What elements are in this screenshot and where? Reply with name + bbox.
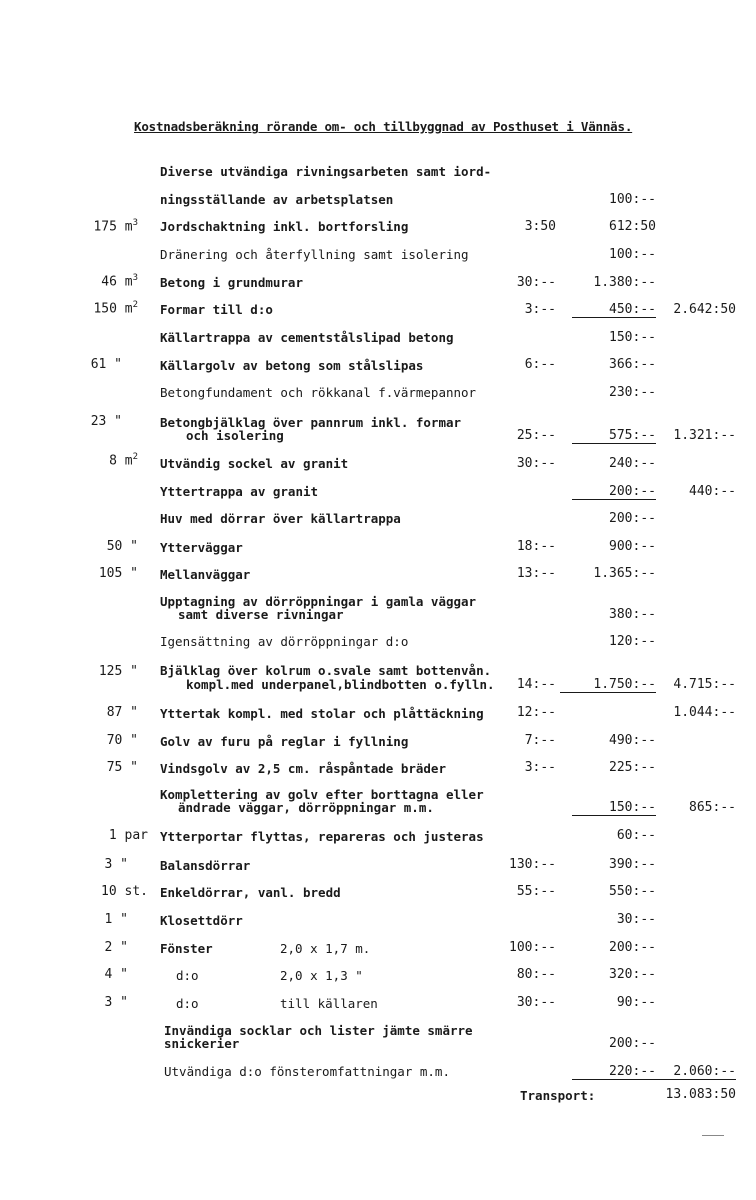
row-description: Yttertrappa av granit [160, 484, 319, 499]
sum-underline [572, 443, 656, 444]
row-quantity: 70 " [106, 733, 138, 748]
row-dimension: 2,0 x 1,7 m. [280, 941, 371, 956]
row-quantity: 175 $m^3$ [93, 218, 138, 235]
row-unit-price: 80:-- [516, 967, 556, 982]
row-quantity: 75 " [106, 760, 138, 775]
row-amount: 200:-- [609, 511, 656, 526]
sum-underline [560, 692, 656, 693]
row-amount: 380:-- [609, 607, 656, 622]
row-description: Källartrappa av cementstålslipad betong [160, 330, 454, 345]
row-description: d:o [176, 996, 199, 1011]
row-amount: 60:-- [616, 828, 656, 843]
row-description: Yttertak kompl. med stolar och plåttäckning [160, 706, 484, 721]
transport-value: 13.083:50 [665, 1087, 736, 1102]
row-description: d:o [176, 968, 199, 983]
row-amount: 200:-- [609, 1036, 656, 1051]
row-description: Diverse utvändiga rivningsarbeten samt iord- [160, 164, 492, 179]
row-description: Komplettering av golv efter borttagna eller [160, 787, 484, 802]
row-quantity: 87 " [106, 705, 138, 720]
row-unit-price: 130:-- [509, 857, 556, 872]
row-description: Fönster [160, 941, 213, 956]
row-description: Betongbjälklag över pannrum inkl. formar [160, 415, 462, 430]
row-amount: 120:-- [609, 634, 656, 649]
row-amount: 366:-- [609, 357, 656, 372]
row-description: Enkeldörrar, vanl. bredd [160, 885, 341, 900]
row-description: Upptagning av dörröppningar i gamla väggar [160, 594, 477, 609]
row-unit-price: 55:-- [516, 884, 556, 899]
row-quantity: 2 " [104, 940, 128, 955]
row-description-continued: kompl.med underpanel,blindbotten o.fylln. [186, 677, 495, 692]
row-amount: 100:-- [609, 247, 656, 262]
row-unit-price: 30:-- [516, 275, 556, 290]
row-amount: 200:-- [609, 940, 656, 955]
row-amount: 225:-- [609, 760, 656, 775]
document-title: Kostnadsberäkning rörande om- och tillbyggnad av Posthuset i Vännäs. [134, 119, 633, 134]
row-unit-price: 3:-- [524, 760, 556, 775]
row-quantity: 10 st. [101, 884, 148, 899]
row-amount: 30:-- [616, 912, 656, 927]
row-quantity: 23 " [90, 414, 122, 429]
row-description: Jordschaktning inkl. bortforsling [160, 219, 409, 234]
row-unit-price: 30:-- [516, 995, 556, 1010]
row-description: Dränering och återfyllning samt isolering [160, 247, 469, 262]
row-quantity: 150 $m^2$ [93, 300, 138, 317]
row-quantity: 4 " [104, 967, 128, 982]
row-unit-price: 18:-- [516, 539, 556, 554]
row-description: Mellanväggar [160, 567, 251, 582]
row-subtotal: 4.715:-- [673, 677, 736, 692]
transport-label: Transport: [520, 1088, 596, 1103]
row-description-continued: samt diverse rivningar [178, 607, 344, 622]
row-description-continued: snickerier [164, 1036, 240, 1051]
row-unit-price: 13:-- [516, 566, 556, 581]
sum-underline [572, 317, 656, 318]
row-amount: 1.750:-- [593, 677, 656, 692]
row-quantity: 1 par [108, 828, 148, 843]
row-description: Balansdörrar [160, 858, 251, 873]
row-amount: 450:-- [609, 302, 656, 317]
row-unit-price: 7:-- [524, 733, 556, 748]
row-amount: 200:-- [609, 484, 656, 499]
row-description: Ytterportar flyttas, repareras och justeras [160, 829, 484, 844]
row-amount: 900:-- [609, 539, 656, 554]
row-description: Formar till d:o [160, 302, 273, 317]
row-unit-price: 6:-- [524, 357, 556, 372]
row-description-continued: ändrade väggar, dörröppningar m.m. [178, 800, 434, 815]
row-description: Klosettdörr [160, 913, 243, 928]
row-unit-price: 25:-- [516, 428, 556, 443]
row-description: Utvändiga d:o fönsteromfattningar m.m. [164, 1064, 450, 1079]
sum-underline [572, 499, 656, 500]
row-quantity: 125 " [98, 664, 138, 679]
row-unit-price: 3:-- [524, 302, 556, 317]
row-description-continued: och isolering [186, 428, 284, 443]
row-subtotal: 440:-- [689, 484, 736, 499]
row-quantity: 1 " [104, 912, 128, 927]
row-amount: 150:-- [609, 330, 656, 345]
row-unit-price: 30:-- [516, 456, 556, 471]
row-amount: 220:-- [609, 1064, 656, 1079]
row-quantity: 46 $m^3$ [101, 273, 138, 290]
row-amount: 390:-- [609, 857, 656, 872]
row-description: Betongfundament och rökkanal f.värmepannor [160, 385, 477, 400]
row-subtotal: 1.044:-- [673, 705, 736, 720]
row-unit-price: 14:-- [516, 677, 556, 692]
row-quantity: 61 " [90, 357, 122, 372]
row-unit-price: 3:50 [524, 219, 556, 234]
row-unit-price: 12:-- [516, 705, 556, 720]
row-amount: 490:-- [609, 733, 656, 748]
row-amount: 90:-- [616, 995, 656, 1010]
row-amount: 230:-- [609, 385, 656, 400]
row-unit-price: 100:-- [509, 940, 556, 955]
row-dimension: till källaren [280, 996, 378, 1011]
row-quantity: 8 $m^2$ [109, 452, 138, 469]
row-subtotal: 2.060:-- [673, 1064, 736, 1079]
row-amount: 320:-- [609, 967, 656, 982]
row-description: Ytterväggar [160, 540, 243, 555]
row-description: Golv av furu på reglar i fyllning [160, 734, 409, 749]
row-quantity: 3 " [104, 857, 128, 872]
row-amount: 240:-- [609, 456, 656, 471]
row-amount: 100:-- [609, 192, 656, 207]
row-amount: 1.380:-- [593, 275, 656, 290]
row-subtotal: 865:-- [689, 800, 736, 815]
row-amount: 612:50 [609, 219, 656, 234]
row-description: Källargolv av betong som stålslipas [160, 358, 424, 373]
pencil-mark [702, 1135, 724, 1136]
row-description: Invändiga socklar och lister jämte smärre [164, 1023, 473, 1038]
row-description: Bjälklag över kolrum o.svale samt bottenvån. [160, 663, 492, 678]
row-description: ningsställande av arbetsplatsen [160, 192, 394, 207]
row-quantity: 3 " [104, 995, 128, 1010]
sum-underline [572, 815, 656, 816]
sum-underline [572, 1079, 736, 1080]
row-dimension: 2,0 x 1,3 " [280, 968, 363, 983]
row-subtotal: 1.321:-- [673, 428, 736, 443]
row-amount: 550:-- [609, 884, 656, 899]
row-description: Betong i grundmurar [160, 275, 303, 290]
row-description: Utvändig sockel av granit [160, 456, 349, 471]
row-description: Huv med dörrar över källartrappa [160, 511, 401, 526]
row-amount: 150:-- [609, 800, 656, 815]
row-description: Igensättning av dörröppningar d:o [160, 634, 409, 649]
row-subtotal: 2.642:50 [673, 302, 736, 317]
row-description: Vindsgolv av 2,5 cm. råspåntade bräder [160, 761, 446, 776]
row-amount: 1.365:-- [593, 566, 656, 581]
row-quantity: 50 " [106, 539, 138, 554]
row-quantity: 105 " [98, 566, 138, 581]
row-amount: 575:-- [609, 428, 656, 443]
